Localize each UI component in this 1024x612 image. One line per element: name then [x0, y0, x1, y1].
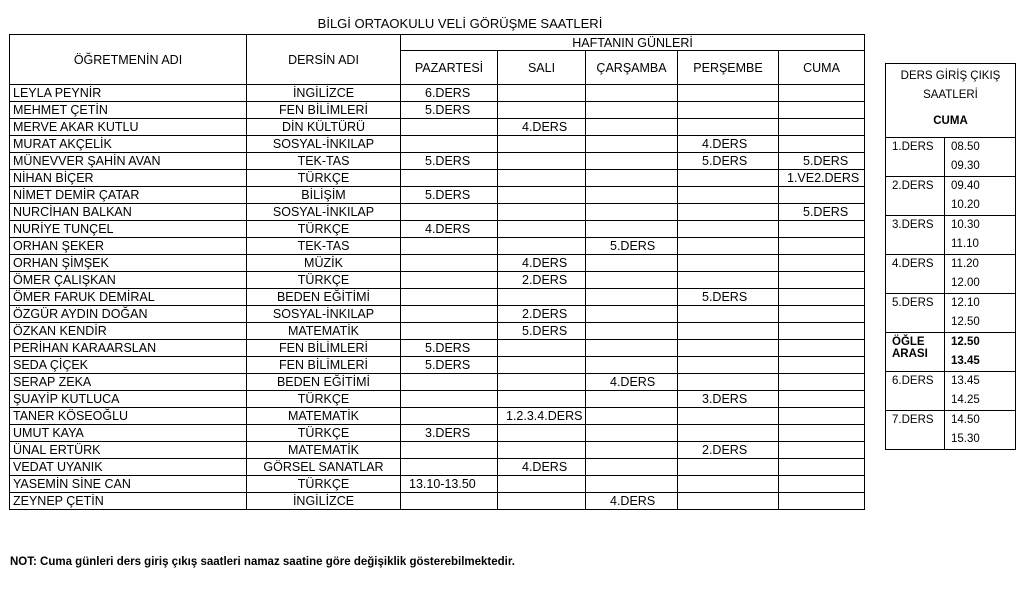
meeting-cell: [586, 323, 678, 340]
meeting-cell: 1.2.3.4.DERS: [498, 408, 586, 425]
table-row: [10, 85, 865, 102]
meeting-cell: [779, 102, 865, 119]
teacher-name: UMUT KAYA: [10, 425, 247, 442]
slot-start-time: 08.50: [945, 138, 1016, 158]
meeting-cell: [586, 306, 678, 323]
meeting-cell: 5.DERS: [401, 340, 498, 357]
meeting-cell: [498, 425, 586, 442]
slot-start-time: 14.50: [945, 411, 1016, 431]
teacher-name: ORHAN ŞİMŞEK: [10, 255, 247, 272]
meeting-cell: [678, 306, 779, 323]
subject-name: TÜRKÇE: [247, 391, 401, 408]
meeting-cell: [498, 170, 586, 187]
meeting-cell: [586, 340, 678, 357]
table-row: [10, 221, 865, 238]
slot-end-time: 12.50: [945, 313, 1016, 333]
meeting-cell: 5.DERS: [401, 153, 498, 170]
meeting-cell: [678, 408, 779, 425]
teacher-name: TANER KÖSEOĞLU: [10, 408, 247, 425]
meeting-cell: [401, 170, 498, 187]
slot-end-time: 14.25: [945, 391, 1016, 411]
meeting-cell: 4.DERS: [498, 255, 586, 272]
subject-name: TÜRKÇE: [247, 425, 401, 442]
table-row: [10, 357, 865, 374]
subject-name: TEK-TAS: [247, 238, 401, 255]
teacher-name: NİMET DEMİR ÇATAR: [10, 187, 247, 204]
meeting-cell: [401, 136, 498, 153]
teacher-name: NURİYE TUNÇEL: [10, 221, 247, 238]
friday-schedule-table: [885, 63, 1016, 450]
meeting-cell: [779, 221, 865, 238]
meeting-cell: 5.DERS: [779, 204, 865, 221]
meeting-cell: [401, 323, 498, 340]
meeting-cell: [678, 425, 779, 442]
teacher-name: ÖZKAN KENDİR: [10, 323, 247, 340]
meeting-cell: [498, 357, 586, 374]
meeting-cell: [678, 459, 779, 476]
day-header: PAZARTESİ: [401, 51, 498, 85]
meeting-cell: [678, 340, 779, 357]
slot-label: 3.DERS: [886, 216, 945, 255]
meeting-cell: [779, 408, 865, 425]
schedule-day: CUMA: [886, 111, 1016, 138]
table-row: [10, 255, 865, 272]
meeting-cell: 13.10-13.50: [401, 476, 498, 493]
teacher-name: LEYLA PEYNİR: [10, 85, 247, 102]
subject-name: DİN KÜLTÜRÜ: [247, 119, 401, 136]
teacher-header: ÖĞRETMENİN ADI: [10, 35, 247, 85]
slot-start-time: 11.20: [945, 255, 1016, 275]
meeting-cell: [678, 221, 779, 238]
slot-start-time: 12.10: [945, 294, 1016, 314]
meeting-cell: [586, 119, 678, 136]
teacher-name: VEDAT UYANIK: [10, 459, 247, 476]
day-header: CUMA: [779, 51, 865, 85]
meeting-cell: [779, 476, 865, 493]
meeting-cell: [498, 476, 586, 493]
meeting-cell: [779, 357, 865, 374]
table-row: [10, 425, 865, 442]
slot-start-time: 10.30: [945, 216, 1016, 236]
meeting-cell: 4.DERS: [401, 221, 498, 238]
meeting-cell: [498, 391, 586, 408]
meeting-cell: [586, 442, 678, 459]
day-header: ÇARŞAMBA: [586, 51, 678, 85]
teacher-name: NİHAN BİÇER: [10, 170, 247, 187]
slot-label: 6.DERS: [886, 372, 945, 411]
week-days-header: HAFTANIN GÜNLERİ: [401, 35, 865, 51]
subject-name: MATEMATİK: [247, 323, 401, 340]
subject-name: MÜZİK: [247, 255, 401, 272]
meeting-cell: [678, 272, 779, 289]
slot-label: 2.DERS: [886, 177, 945, 216]
meeting-cell: [586, 221, 678, 238]
meeting-cell: [586, 170, 678, 187]
meeting-cell: [779, 187, 865, 204]
subject-name: TEK-TAS: [247, 153, 401, 170]
meeting-cell: [401, 374, 498, 391]
meeting-cell: 5.DERS: [498, 323, 586, 340]
meeting-cell: [498, 221, 586, 238]
slot-label: 1.DERS: [886, 138, 945, 177]
teacher-name: ORHAN ŞEKER: [10, 238, 247, 255]
meeting-cell: [498, 153, 586, 170]
meeting-cell: [779, 425, 865, 442]
meeting-cell: [401, 289, 498, 306]
meeting-cell: [779, 85, 865, 102]
subject-name: BEDEN EĞİTİMİ: [247, 374, 401, 391]
meeting-cell: [779, 255, 865, 272]
slot-start-time: 13.45: [945, 372, 1016, 392]
slot-label: 4.DERS: [886, 255, 945, 294]
teacher-name: YASEMİN SİNE CAN: [10, 476, 247, 493]
meeting-cell: [498, 136, 586, 153]
subject-name: TÜRKÇE: [247, 221, 401, 238]
meeting-cell: [586, 204, 678, 221]
meeting-cell: [779, 323, 865, 340]
meeting-cell: 3.DERS: [678, 391, 779, 408]
subject-name: BEDEN EĞİTİMİ: [247, 289, 401, 306]
meeting-cell: [586, 187, 678, 204]
subject-name: MATEMATİK: [247, 442, 401, 459]
meeting-cell: 3.DERS: [401, 425, 498, 442]
meeting-cell: [498, 493, 586, 510]
meeting-cell: [401, 442, 498, 459]
meeting-cell: [498, 374, 586, 391]
subject-name: FEN BİLİMLERİ: [247, 357, 401, 374]
footer-note: NOT: Cuma günleri ders giriş çıkış saatleri namaz saatine göre değişiklik gösterebilmektedir.: [10, 556, 515, 568]
meeting-cell: [678, 357, 779, 374]
day-header: SALI: [498, 51, 586, 85]
slot-end-time: 11.10: [945, 235, 1016, 255]
meeting-cell: [678, 493, 779, 510]
meeting-cell: [498, 340, 586, 357]
subject-name: TÜRKÇE: [247, 272, 401, 289]
meeting-cell: 5.DERS: [779, 153, 865, 170]
meeting-cell: 4.DERS: [586, 374, 678, 391]
meeting-cell: 2.DERS: [498, 272, 586, 289]
meeting-cell: [678, 119, 779, 136]
meeting-cell: [678, 85, 779, 102]
meeting-cell: 2.DERS: [678, 442, 779, 459]
slot-end-time: 10.20: [945, 196, 1016, 216]
teacher-name: SERAP ZEKA: [10, 374, 247, 391]
meeting-cell: [678, 170, 779, 187]
slot-start-time: 12.50: [945, 333, 1016, 353]
meeting-cell: [779, 459, 865, 476]
teacher-name: MÜNEVVER ŞAHİN AVAN: [10, 153, 247, 170]
meeting-cell: [779, 289, 865, 306]
table-row: [10, 272, 865, 289]
teacher-name: SEDA ÇİÇEK: [10, 357, 247, 374]
slot-label: 7.DERS: [886, 411, 945, 450]
meeting-cell: 4.DERS: [586, 493, 678, 510]
meeting-cell: [586, 476, 678, 493]
slot-label: ÖĞLE ARASI: [886, 333, 945, 372]
subject-name: FEN BİLİMLERİ: [247, 340, 401, 357]
table-row: [10, 340, 865, 357]
meeting-cell: 5.DERS: [678, 289, 779, 306]
meeting-cell: [779, 374, 865, 391]
meeting-cell: [401, 493, 498, 510]
subject-name: TÜRKÇE: [247, 476, 401, 493]
table-row: [10, 289, 865, 306]
table-row: [10, 170, 865, 187]
teacher-name: ÖZGÜR AYDIN DOĞAN: [10, 306, 247, 323]
table-row: [10, 153, 865, 170]
subject-name: SOSYAL-İNKILAP: [247, 204, 401, 221]
meeting-cell: [586, 425, 678, 442]
meeting-cell: 5.DERS: [401, 357, 498, 374]
day-header: PERŞEMBE: [678, 51, 779, 85]
table-row: [10, 204, 865, 221]
meeting-cell: [779, 340, 865, 357]
meeting-cell: [498, 204, 586, 221]
meeting-cell: [586, 357, 678, 374]
table-row: [10, 476, 865, 493]
meeting-cell: 4.DERS: [498, 459, 586, 476]
meeting-cell: [586, 391, 678, 408]
meeting-cell: 5.DERS: [401, 187, 498, 204]
meeting-cell: [401, 306, 498, 323]
meeting-cell: [498, 442, 586, 459]
meeting-cell: [678, 238, 779, 255]
teacher-name: MURAT AKÇELİK: [10, 136, 247, 153]
table-row: [10, 459, 865, 476]
meeting-cell: [779, 119, 865, 136]
slot-end-time: 12.00: [945, 274, 1016, 294]
meeting-cell: [678, 476, 779, 493]
teacher-name: PERİHAN KARAARSLAN: [10, 340, 247, 357]
meeting-cell: 6.DERS: [401, 85, 498, 102]
teacher-name: MERVE AKAR KUTLU: [10, 119, 247, 136]
meeting-cell: [678, 102, 779, 119]
teacher-name: ŞUAYİP KUTLUCA: [10, 391, 247, 408]
meeting-cell: 2.DERS: [498, 306, 586, 323]
meeting-cell: [401, 119, 498, 136]
meeting-cell: [401, 204, 498, 221]
meeting-cell: [586, 102, 678, 119]
meeting-hours-table: [9, 34, 865, 510]
table-row: [10, 187, 865, 204]
meeting-cell: [779, 306, 865, 323]
table-row: [10, 493, 865, 510]
table-row: [10, 306, 865, 323]
table-row: [10, 102, 865, 119]
meeting-cell: [586, 272, 678, 289]
table-row: [10, 119, 865, 136]
meeting-cell: [678, 255, 779, 272]
subject-name: İNGİLİZCE: [247, 85, 401, 102]
meeting-cell: [779, 493, 865, 510]
teacher-name: NURCİHAN BALKAN: [10, 204, 247, 221]
meeting-cell: [678, 204, 779, 221]
meeting-cell: 5.DERS: [678, 153, 779, 170]
meeting-cell: [586, 408, 678, 425]
slot-label: 5.DERS: [886, 294, 945, 333]
meeting-cell: [678, 374, 779, 391]
meeting-cell: [401, 408, 498, 425]
table-row: [10, 323, 865, 340]
teacher-name: MEHMET ÇETİN: [10, 102, 247, 119]
page-title: BİLGİ ORTAOKULU VELİ GÖRÜŞME SAATLERİ: [317, 16, 603, 31]
table-row: [10, 374, 865, 391]
meeting-cell: [586, 255, 678, 272]
meeting-cell: 5.DERS: [401, 102, 498, 119]
meeting-cell: [586, 289, 678, 306]
table-row: [10, 238, 865, 255]
meeting-cell: [498, 238, 586, 255]
table-row: [10, 136, 865, 153]
subject-name: SOSYAL-İNKILAP: [247, 136, 401, 153]
subject-name: TÜRKÇE: [247, 170, 401, 187]
meeting-cell: [586, 85, 678, 102]
meeting-cell: [779, 238, 865, 255]
teacher-name: ÜNAL ERTÜRK: [10, 442, 247, 459]
meeting-cell: [678, 187, 779, 204]
meeting-cell: [401, 255, 498, 272]
slot-end-time: 15.30: [945, 430, 1016, 450]
schedule-title: DERS GİRİŞ ÇIKIŞ SAATLERİ: [886, 64, 1016, 112]
meeting-cell: [779, 136, 865, 153]
meeting-cell: [498, 85, 586, 102]
subject-name: GÖRSEL SANATLAR: [247, 459, 401, 476]
teacher-name: ZEYNEP ÇETİN: [10, 493, 247, 510]
meeting-cell: [779, 391, 865, 408]
meeting-cell: 4.DERS: [678, 136, 779, 153]
subject-name: FEN BİLİMLERİ: [247, 102, 401, 119]
meeting-cell: [401, 272, 498, 289]
subject-name: SOSYAL-İNKILAP: [247, 306, 401, 323]
meeting-cell: [678, 323, 779, 340]
meeting-cell: [498, 102, 586, 119]
table-row: [10, 391, 865, 408]
slot-end-time: 09.30: [945, 157, 1016, 177]
subject-name: MATEMATİK: [247, 408, 401, 425]
meeting-cell: 1.VE2.DERS: [779, 170, 865, 187]
meeting-cell: 5.DERS: [586, 238, 678, 255]
subject-name: BİLİŞİM: [247, 187, 401, 204]
meeting-cell: 4.DERS: [498, 119, 586, 136]
meeting-cell: [401, 391, 498, 408]
table-row: [10, 408, 865, 425]
teacher-name: ÖMER ÇALIŞKAN: [10, 272, 247, 289]
meeting-cell: [498, 187, 586, 204]
meeting-cell: [401, 459, 498, 476]
meeting-cell: [401, 238, 498, 255]
subject-header: DERSİN ADI: [247, 35, 401, 85]
slot-end-time: 13.45: [945, 352, 1016, 372]
slot-start-time: 09.40: [945, 177, 1016, 197]
table-row: [10, 442, 865, 459]
meeting-cell: [779, 272, 865, 289]
meeting-cell: [586, 153, 678, 170]
meeting-cell: [586, 136, 678, 153]
meeting-cell: [498, 289, 586, 306]
meeting-cell: [779, 442, 865, 459]
meeting-cell: [586, 459, 678, 476]
teacher-name: ÖMER FARUK DEMİRAL: [10, 289, 247, 306]
subject-name: İNGİLİZCE: [247, 493, 401, 510]
